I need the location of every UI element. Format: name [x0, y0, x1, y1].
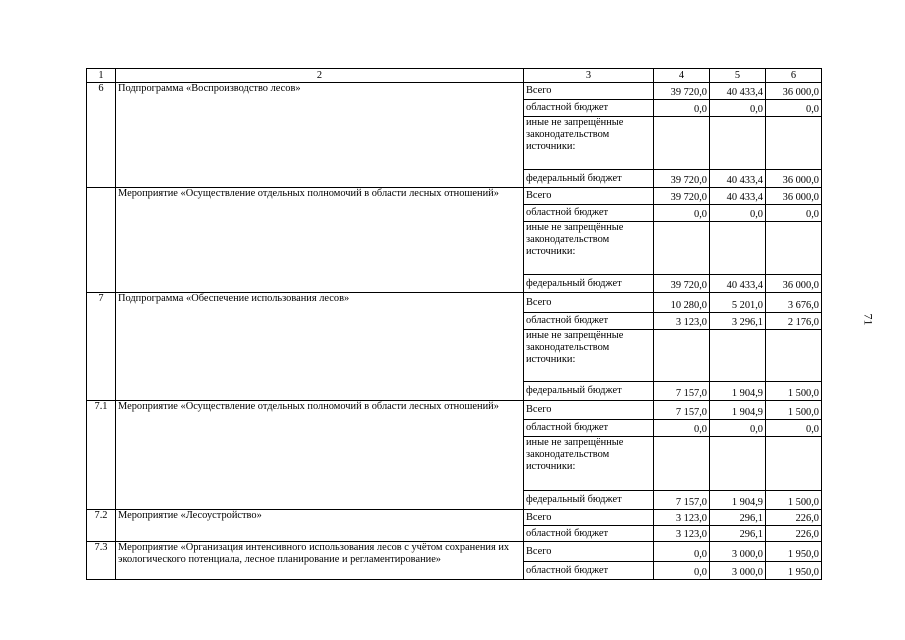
amount-col-4: 10 280,0 — [654, 293, 710, 313]
amount-col-5: 40 433,4 — [710, 275, 766, 293]
funding-source: Всего — [524, 188, 654, 205]
header-col-1: 1 — [87, 69, 116, 83]
amount-col-5: 5 201,0 — [710, 293, 766, 313]
amount-col-6: 0,0 — [766, 100, 822, 117]
amount-col-6: 36 000,0 — [766, 275, 822, 293]
amount-col-5 — [710, 117, 766, 170]
amount-col-6 — [766, 222, 822, 275]
funding-source: областной бюджет — [524, 313, 654, 330]
header-col-3: 3 — [524, 69, 654, 83]
funding-source: иные не запрещённые законодательством источники: — [524, 330, 654, 382]
amount-col-5: 40 433,4 — [710, 170, 766, 188]
amount-col-6: 36 000,0 — [766, 188, 822, 205]
funding-source: областной бюджет — [524, 562, 654, 580]
row-number: 6 — [87, 83, 116, 188]
program-name: Мероприятие «Организация интенсивного использования лесов с учётом сохранения их экологического потенциала, лесное планирование и регламентирование» — [116, 542, 524, 580]
funding-source: Всего — [524, 293, 654, 313]
table-row — [87, 83, 822, 100]
amount-col-6: 1 950,0 — [766, 542, 822, 562]
funding-source: иные не запрещённые законодательством источники: — [524, 117, 654, 170]
row-number — [87, 188, 116, 293]
header-row — [87, 69, 822, 83]
amount-col-5: 1 904,9 — [710, 491, 766, 510]
amount-col-6 — [766, 330, 822, 382]
amount-col-6: 1 500,0 — [766, 382, 822, 401]
funding-source: Всего — [524, 401, 654, 420]
amount-col-4 — [654, 117, 710, 170]
table-row — [87, 542, 822, 562]
amount-col-6 — [766, 117, 822, 170]
amount-col-4: 0,0 — [654, 420, 710, 437]
amount-col-5: 296,1 — [710, 510, 766, 526]
funding-source: Всего — [524, 83, 654, 100]
amount-col-4: 7 157,0 — [654, 401, 710, 420]
funding-source: иные не запрещённые законодательством источники: — [524, 222, 654, 275]
page-number: 71 — [861, 313, 876, 326]
amount-col-5: 3 000,0 — [710, 562, 766, 580]
amount-col-6: 1 500,0 — [766, 491, 822, 510]
amount-col-5: 3 000,0 — [710, 542, 766, 562]
amount-col-4: 0,0 — [654, 542, 710, 562]
table-row — [87, 293, 822, 313]
amount-col-6: 1 950,0 — [766, 562, 822, 580]
funding-source: областной бюджет — [524, 526, 654, 542]
funding-source: областной бюджет — [524, 205, 654, 222]
header-col-4: 4 — [654, 69, 710, 83]
row-number: 7.1 — [87, 401, 116, 510]
table-row — [87, 510, 822, 526]
amount-col-6: 3 676,0 — [766, 293, 822, 313]
amount-col-5 — [710, 437, 766, 491]
amount-col-4: 39 720,0 — [654, 83, 710, 100]
row-number: 7 — [87, 293, 116, 401]
amount-col-4: 0,0 — [654, 100, 710, 117]
amount-col-4: 3 123,0 — [654, 510, 710, 526]
amount-col-5: 0,0 — [710, 100, 766, 117]
funding-source: федеральный бюджет — [524, 275, 654, 293]
amount-col-4: 3 123,0 — [654, 313, 710, 330]
amount-col-6: 36 000,0 — [766, 170, 822, 188]
amount-col-4 — [654, 437, 710, 491]
amount-col-4 — [654, 330, 710, 382]
amount-col-4: 39 720,0 — [654, 275, 710, 293]
amount-col-5: 1 904,9 — [710, 401, 766, 420]
amount-col-6: 226,0 — [766, 510, 822, 526]
budget-table — [86, 68, 822, 580]
program-name: Мероприятие «Лесоустройство» — [116, 510, 524, 542]
amount-col-6: 2 176,0 — [766, 313, 822, 330]
amount-col-5 — [710, 330, 766, 382]
funding-source: областной бюджет — [524, 100, 654, 117]
amount-col-4: 7 157,0 — [654, 491, 710, 510]
funding-source: Всего — [524, 510, 654, 526]
amount-col-5: 0,0 — [710, 205, 766, 222]
amount-col-4: 3 123,0 — [654, 526, 710, 542]
header-col-5: 5 — [710, 69, 766, 83]
amount-col-4: 7 157,0 — [654, 382, 710, 401]
funding-source: федеральный бюджет — [524, 170, 654, 188]
amount-col-5: 0,0 — [710, 420, 766, 437]
program-name: Подпрограмма «Обеспечение использования лесов» — [116, 293, 524, 401]
row-number: 7.2 — [87, 510, 116, 542]
program-name: Мероприятие «Осуществление отдельных полномочий в области лесных отношений» — [116, 401, 524, 510]
amount-col-4: 39 720,0 — [654, 188, 710, 205]
header-col-2: 2 — [116, 69, 524, 83]
amount-col-6: 1 500,0 — [766, 401, 822, 420]
amount-col-6: 226,0 — [766, 526, 822, 542]
amount-col-4 — [654, 222, 710, 275]
row-number: 7.3 — [87, 542, 116, 580]
amount-col-5: 40 433,4 — [710, 83, 766, 100]
amount-col-6: 0,0 — [766, 420, 822, 437]
amount-col-5: 1 904,9 — [710, 382, 766, 401]
amount-col-6 — [766, 437, 822, 491]
amount-col-5: 40 433,4 — [710, 188, 766, 205]
amount-col-6: 36 000,0 — [766, 83, 822, 100]
funding-source: федеральный бюджет — [524, 491, 654, 510]
amount-col-5 — [710, 222, 766, 275]
header-col-6: 6 — [766, 69, 822, 83]
funding-source: федеральный бюджет — [524, 382, 654, 401]
funding-source: иные не запрещённые законодательством источники: — [524, 437, 654, 491]
funding-source: Всего — [524, 542, 654, 562]
amount-col-4: 39 720,0 — [654, 170, 710, 188]
table-row — [87, 188, 822, 205]
program-name: Мероприятие «Осуществление отдельных полномочий в области лесных отношений» — [116, 188, 524, 293]
table-row — [87, 401, 822, 420]
funding-source: областной бюджет — [524, 420, 654, 437]
program-name: Подпрограмма «Воспроизводство лесов» — [116, 83, 524, 188]
amount-col-4: 0,0 — [654, 562, 710, 580]
amount-col-4: 0,0 — [654, 205, 710, 222]
amount-col-6: 0,0 — [766, 205, 822, 222]
amount-col-5: 3 296,1 — [710, 313, 766, 330]
amount-col-5: 296,1 — [710, 526, 766, 542]
